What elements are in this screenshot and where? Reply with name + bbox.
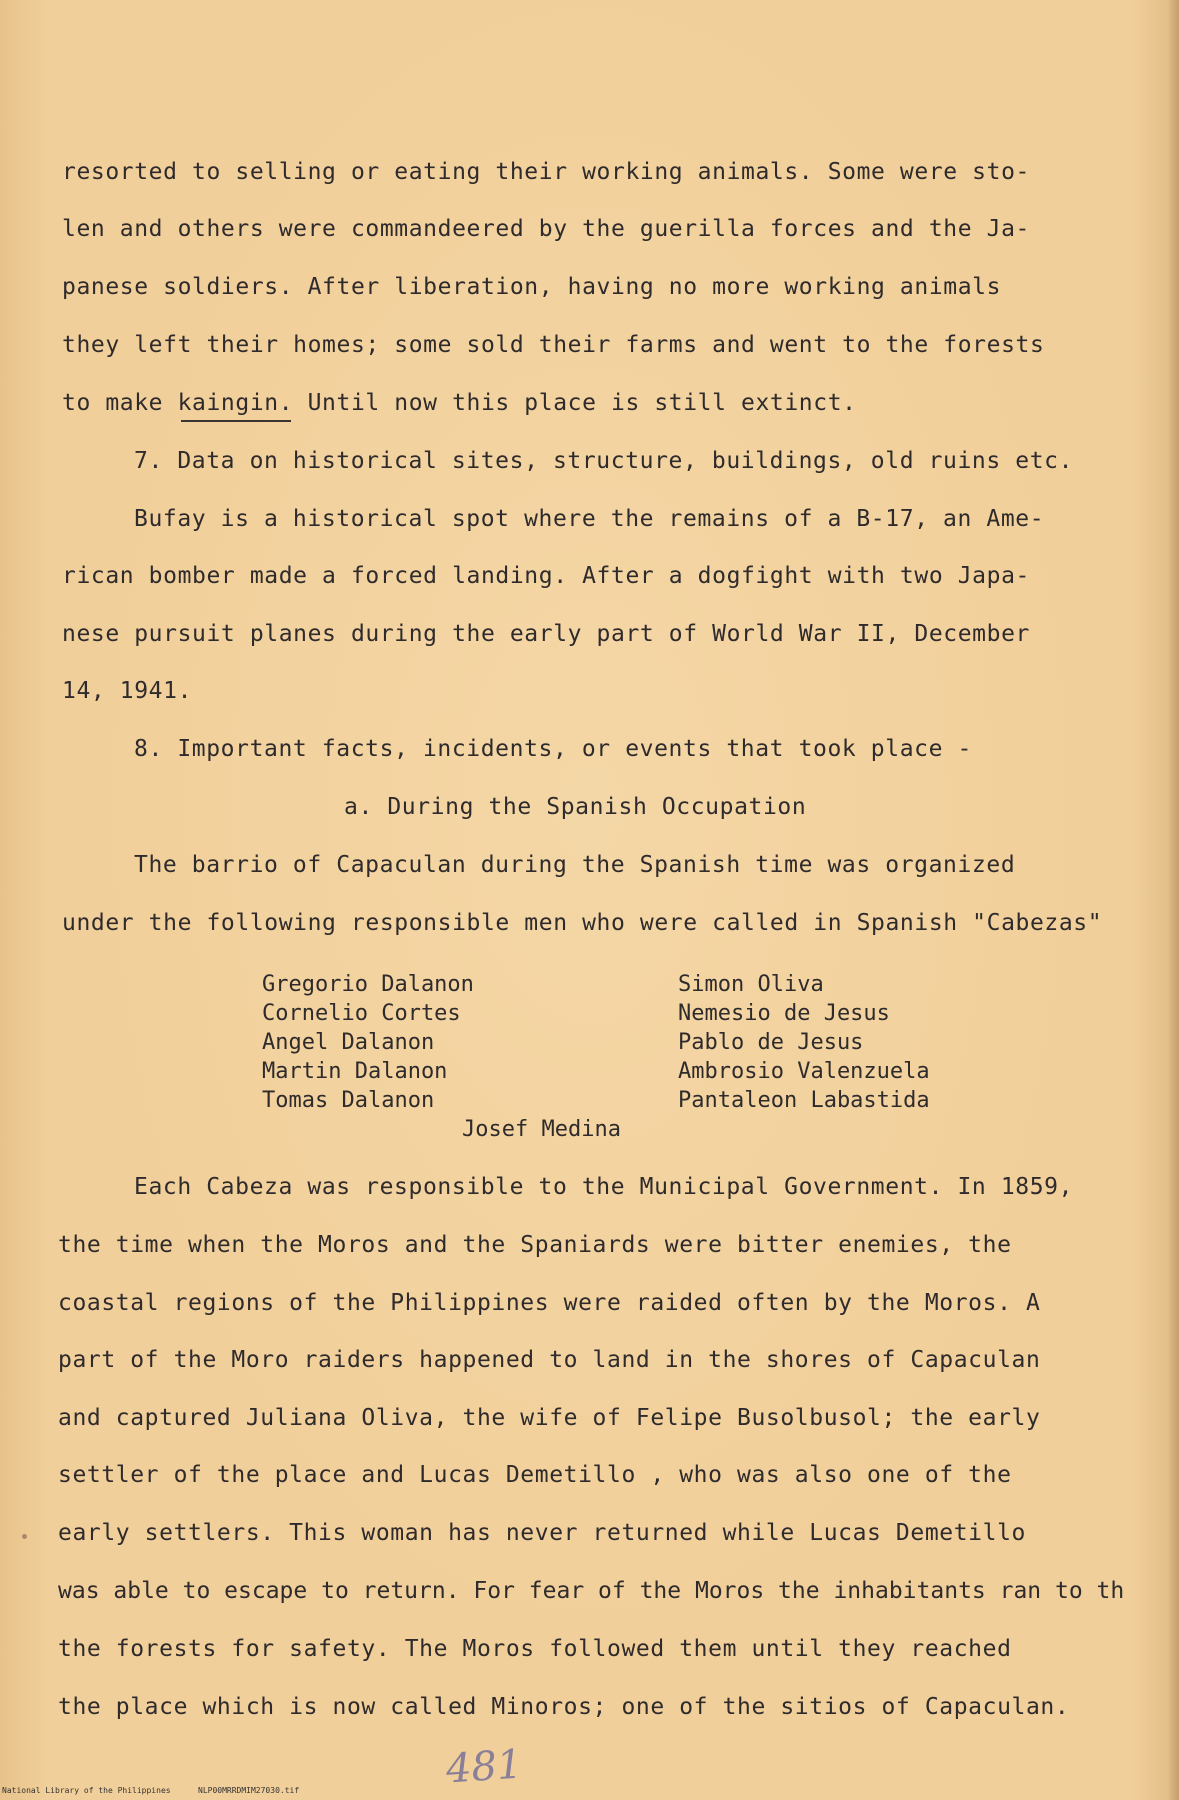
text-line: the forests for safety. The Moros followed them until they reached bbox=[58, 1636, 1012, 1662]
cabeza-name: Angel Dalanon bbox=[262, 1030, 435, 1055]
subsection-heading: a. During the Spanish Occupation bbox=[344, 794, 807, 820]
text-line: Bufay is a historical spot where the remains of a B-17, an Ame- bbox=[134, 506, 1045, 532]
cabeza-name: Simon Oliva bbox=[678, 972, 824, 997]
text-line: part of the Moro raiders happened to land in the shores of Capaculan bbox=[58, 1347, 1041, 1373]
cabeza-name: Gregorio Dalanon bbox=[262, 972, 474, 997]
cabeza-name: Ambrosio Valenzuela bbox=[678, 1059, 930, 1084]
text-line: 14, 1941. bbox=[62, 678, 193, 704]
text-line: resorted to selling or eating their working animals. Some were sto- bbox=[62, 159, 1030, 185]
text-line: Each Cabeza was responsible to the Municipal Government. In 1859, bbox=[134, 1174, 1074, 1200]
text-line: nese pursuit planes during the early part of World War II, December bbox=[62, 621, 1030, 647]
section-heading-7: 7. Data on historical sites, structure, buildings, old ruins etc. bbox=[134, 448, 1074, 474]
text-line: was able to escape to return. For fear of the Moros the inhabitants ran to th bbox=[58, 1578, 1125, 1604]
text-line: they left their homes; some sold their farms and went to the forests bbox=[62, 332, 1045, 358]
cabeza-name: Nemesio de Jesus bbox=[678, 1001, 890, 1026]
text-line: and captured Juliana Oliva, the wife of Felipe Busolbusol; the early bbox=[58, 1405, 1041, 1431]
margin-mark bbox=[22, 1534, 27, 1539]
footer-library: National Library of the Philippines bbox=[2, 1786, 171, 1795]
cabeza-name: Josef Medina bbox=[462, 1117, 621, 1142]
text-line: under the following responsible men who were called in Spanish "Cabezas" bbox=[62, 910, 1103, 936]
cabeza-name: Pablo de Jesus bbox=[678, 1030, 864, 1055]
cabeza-name: Tomas Dalanon bbox=[262, 1088, 435, 1113]
text-line: the place which is now called Minoros; one of the sitios of Capaculan. bbox=[58, 1694, 1070, 1720]
text-line: to make kaingin. Until now this place is still extinct. bbox=[62, 390, 857, 416]
cabeza-name: Pantaleon Labastida bbox=[678, 1088, 930, 1113]
paper-edge bbox=[1169, 0, 1179, 1800]
text-line: panese soldiers. After liberation, having no more working animals bbox=[62, 274, 1002, 300]
text-line: the time when the Moros and the Spaniards were bitter enemies, the bbox=[58, 1232, 1012, 1258]
text-line: early settlers. This woman has never returned while Lucas Demetillo bbox=[58, 1520, 1026, 1546]
text-line: rican bomber made a forced landing. After a dogfight with two Japa- bbox=[62, 563, 1030, 589]
text-line: coastal regions of the Philippines were raided often by the Moros. A bbox=[58, 1290, 1041, 1316]
kaingin-underline bbox=[181, 418, 291, 422]
text-line: settler of the place and Lucas Demetillo , who was also one of the bbox=[58, 1462, 1012, 1488]
footer-filename: NLP00MRRDMIM27030.tif bbox=[198, 1786, 300, 1795]
text-line: len and others were commandeered by the guerilla forces and the Ja- bbox=[62, 216, 1030, 242]
section-heading-8: 8. Important facts, incidents, or events that took place - bbox=[134, 736, 972, 762]
cabeza-name: Cornelio Cortes bbox=[262, 1001, 461, 1026]
cabeza-name: Martin Dalanon bbox=[262, 1059, 448, 1084]
page-number: 481 bbox=[444, 1741, 524, 1793]
text-line: The barrio of Capaculan during the Spanish time was organized bbox=[134, 852, 1016, 878]
